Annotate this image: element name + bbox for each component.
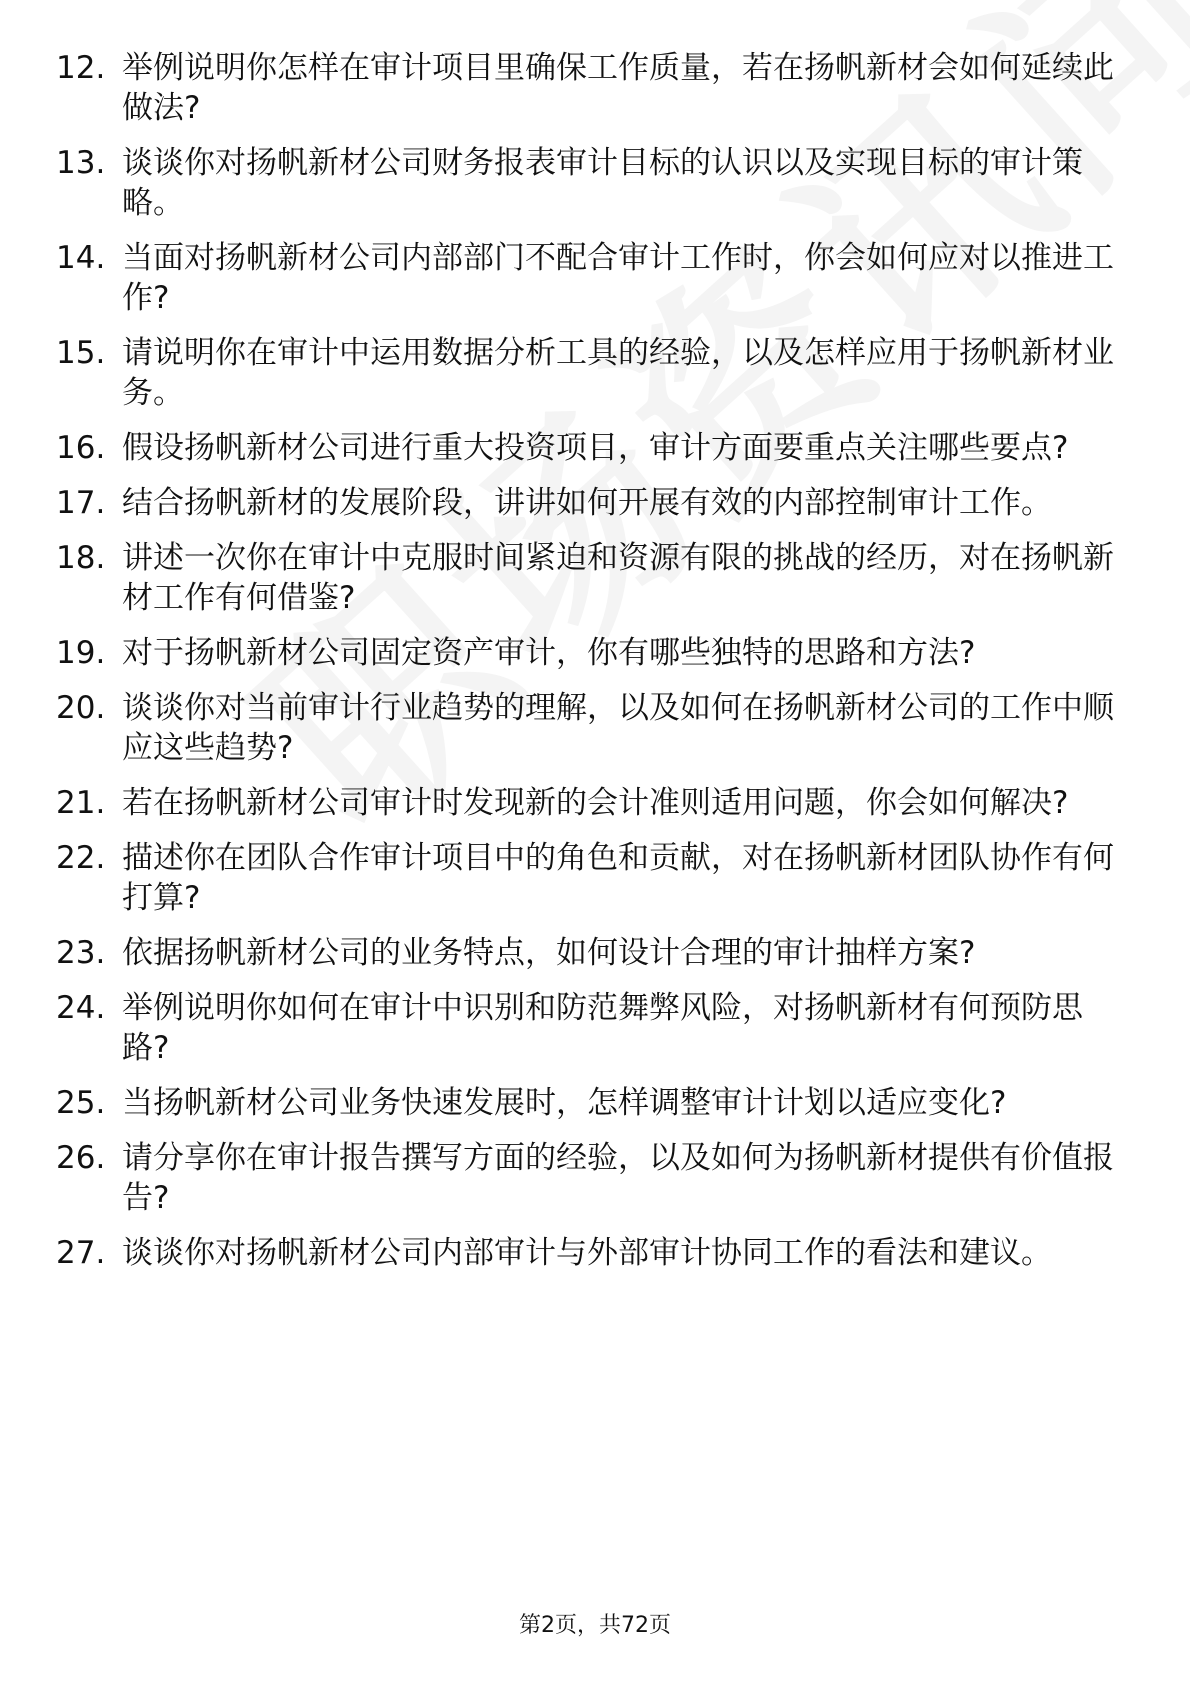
question-number: 12. (56, 50, 106, 86)
question-number: 19. (56, 635, 106, 671)
question-text: 依据扬帆新材公司的业务特点，如何设计合理的审计抽样方案? (122, 935, 976, 971)
question-number: 26. (56, 1140, 106, 1176)
question-text: 举例说明你怎样在审计项目里确保工作质量，若在扬帆新材会如何延续此做法? (122, 50, 1114, 126)
list-item (56, 933, 1116, 973)
question-text: 当扬帆新材公司业务快速发展时，怎样调整审计计划以适应变化? (122, 1085, 1007, 1121)
list-item (56, 633, 1116, 673)
question-number: 16. (56, 430, 106, 466)
question-text: 讲述一次你在审计中克服时间紧迫和资源有限的挑战的经历，对在扬帆新材工作有何借鉴? (122, 540, 1114, 616)
question-number: 20. (56, 690, 106, 726)
question-number: 22. (56, 840, 106, 876)
question-number: 13. (56, 145, 106, 181)
question-text: 谈谈你对当前审计行业趋势的理解，以及如何在扬帆新材公司的工作中顺应这些趋势? (122, 690, 1114, 766)
list-item (56, 1138, 1116, 1218)
question-number: 14. (56, 240, 106, 276)
question-number: 27. (56, 1235, 106, 1271)
question-number: 25. (56, 1085, 106, 1121)
list-item (56, 483, 1116, 523)
page-number-label: 第2页，共72页 (519, 1613, 671, 1638)
list-item (56, 1083, 1116, 1123)
question-text: 描述你在团队合作审计项目中的角色和贡献，对在扬帆新材团队协作有何打算? (122, 840, 1114, 916)
question-number: 24. (56, 990, 106, 1026)
list-item (56, 783, 1116, 823)
question-text: 谈谈你对扬帆新材公司内部审计与外部审计协同工作的看法和建议。 (122, 1235, 1052, 1271)
list-item (56, 1233, 1116, 1273)
list-item (56, 333, 1116, 413)
question-text: 假设扬帆新材公司进行重大投资项目，审计方面要重点关注哪些要点? (122, 430, 1069, 466)
question-number: 18. (56, 540, 106, 576)
list-item (56, 988, 1116, 1068)
question-number: 15. (56, 335, 106, 371)
list-item (56, 238, 1116, 318)
question-list (56, 48, 1116, 1288)
question-text: 谈谈你对扬帆新材公司财务报表审计目标的认识以及实现目标的审计策略。 (122, 145, 1083, 221)
question-number: 23. (56, 935, 106, 971)
page-footer (0, 1611, 1190, 1641)
question-text: 若在扬帆新材公司审计时发现新的会计准则适用问题，你会如何解决? (122, 785, 1069, 821)
list-item (56, 688, 1116, 768)
question-number: 17. (56, 485, 106, 521)
list-item (56, 838, 1116, 918)
list-item (56, 428, 1116, 468)
list-item (56, 143, 1116, 223)
question-text: 结合扬帆新材的发展阶段，讲讲如何开展有效的内部控制审计工作。 (122, 485, 1052, 521)
question-number: 21. (56, 785, 106, 821)
question-text: 请说明你在审计中运用数据分析工具的经验，以及怎样应用于扬帆新材业务。 (122, 335, 1114, 411)
list-item (56, 538, 1116, 618)
list-item (56, 48, 1116, 128)
question-text: 举例说明你如何在审计中识别和防范舞弊风险，对扬帆新材有何预防思路? (122, 990, 1083, 1066)
question-text: 对于扬帆新材公司固定资产审计，你有哪些独特的思路和方法? (122, 635, 976, 671)
question-text: 请分享你在审计报告撰写方面的经验，以及如何为扬帆新材提供有价值报告? (122, 1140, 1114, 1216)
question-text: 当面对扬帆新材公司内部部门不配合审计工作时，你会如何应对以推进工作? (122, 240, 1114, 316)
